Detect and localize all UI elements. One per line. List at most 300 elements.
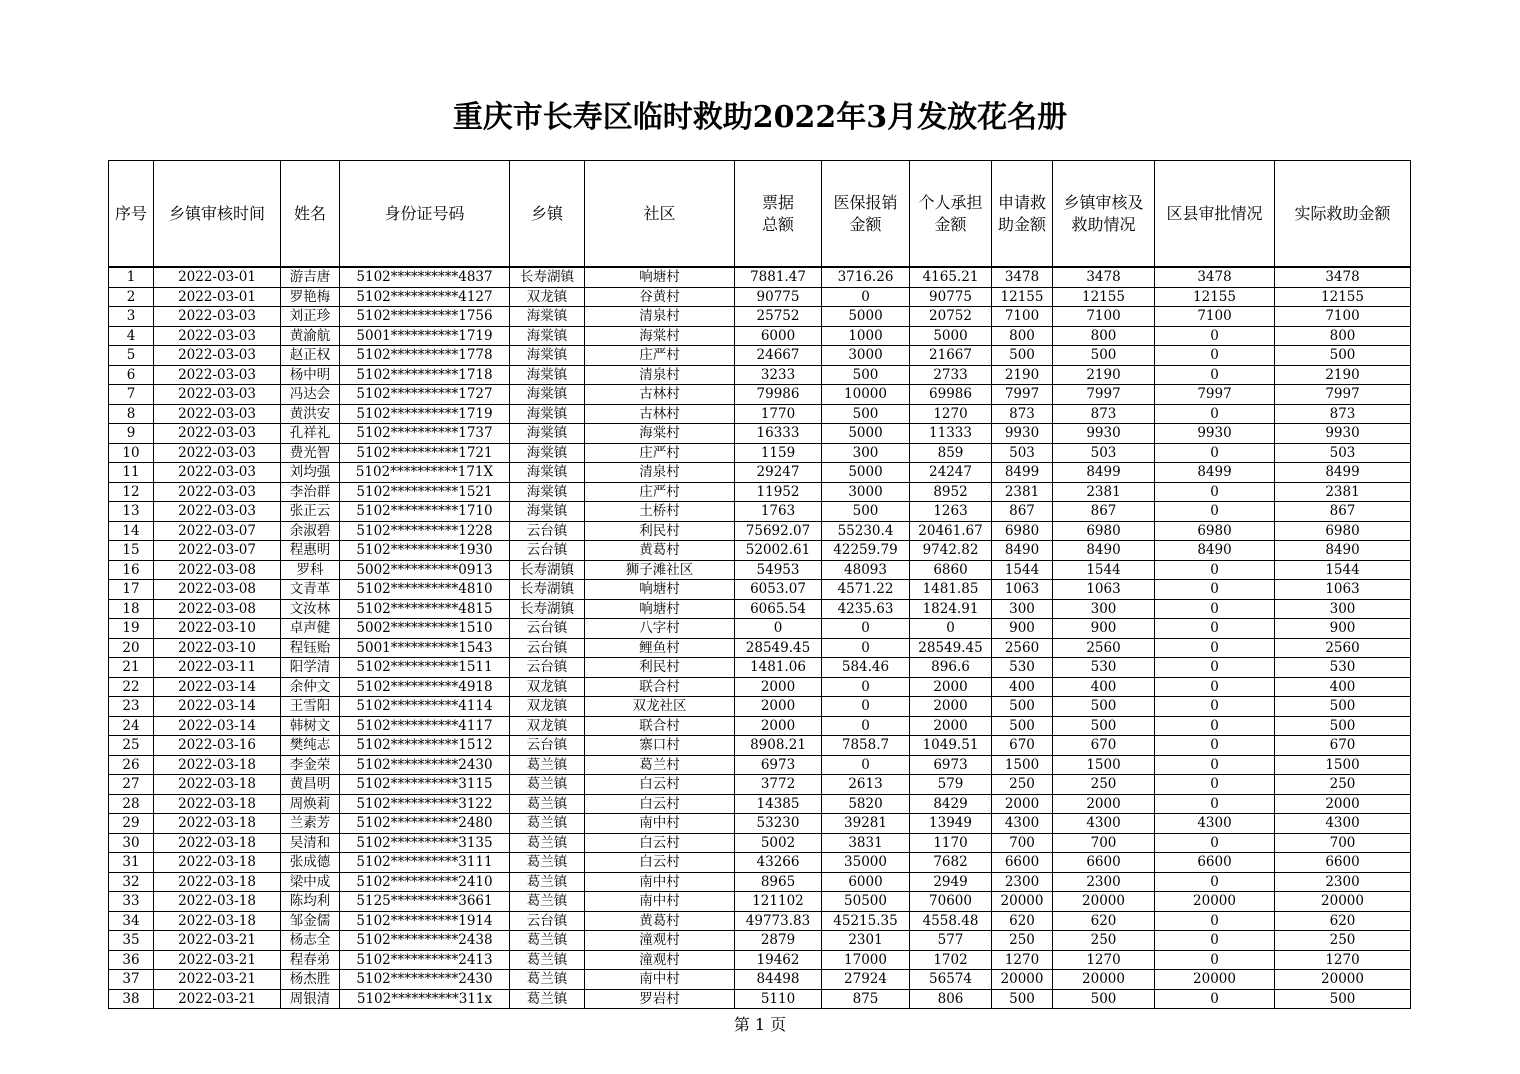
table-cell: 2022-03-14: [154, 697, 281, 717]
table-cell: 55230.4: [822, 521, 910, 541]
table-row: [109, 463, 1411, 483]
table-cell: 2022-03-21: [154, 970, 281, 990]
table-cell: 0: [1155, 755, 1275, 775]
table-row: [109, 385, 1411, 405]
table-cell: 0: [1155, 619, 1275, 639]
table-row: [109, 677, 1411, 697]
page-title: 重庆市长寿区临时救助2022年3月发放花名册: [452, 100, 1068, 135]
table-cell: 5102**********1228: [340, 521, 510, 541]
table-cell: 云台镇: [510, 521, 585, 541]
table-cell: 6000: [822, 872, 910, 892]
table-cell: 500: [1275, 346, 1411, 366]
table-cell: 兰素芳: [281, 814, 340, 834]
table-cell: 海棠镇: [510, 326, 585, 346]
table-cell: 5001**********1543: [340, 638, 510, 658]
table-cell: 4235.63: [822, 599, 910, 619]
table-cell: 300: [1275, 599, 1411, 619]
table-cell: 0: [1155, 326, 1275, 346]
table-cell: 0: [1155, 638, 1275, 658]
table-cell: 5102**********3122: [340, 794, 510, 814]
table-cell: 海棠镇: [510, 463, 585, 483]
table-cell: 1544: [1275, 560, 1411, 580]
table-cell: 3233: [735, 365, 822, 385]
table-row: [109, 775, 1411, 795]
table-cell: 22: [109, 677, 154, 697]
table-cell: 5: [109, 346, 154, 366]
table-cell: 1481.85: [910, 580, 992, 600]
table-row: [109, 853, 1411, 873]
table-cell: 潼观村: [585, 931, 735, 951]
table-cell: 873: [1275, 404, 1411, 424]
table-cell: 2190: [1053, 365, 1155, 385]
table-cell: 南中村: [585, 892, 735, 912]
table-cell: 6000: [735, 326, 822, 346]
table-cell: 15: [109, 541, 154, 561]
table-cell: 90775: [910, 287, 992, 307]
table-cell: 3000: [822, 346, 910, 366]
table-row: [109, 424, 1411, 444]
table-cell: 双龙社区: [585, 697, 735, 717]
table-cell: 35: [109, 931, 154, 951]
table-cell: 0: [822, 619, 910, 639]
table-cell: 900: [1275, 619, 1411, 639]
table-cell: 0: [1155, 502, 1275, 522]
table-cell: 海棠镇: [510, 443, 585, 463]
table-cell: 2190: [992, 365, 1053, 385]
table-cell: 长寿湖镇: [510, 560, 585, 580]
table-cell: 4558.48: [910, 911, 992, 931]
table-cell: 2022-03-18: [154, 755, 281, 775]
table-row: [109, 521, 1411, 541]
table-cell: 16333: [735, 424, 822, 444]
table-cell: 5000: [822, 307, 910, 327]
table-cell: 2022-03-03: [154, 385, 281, 405]
table-row: [109, 580, 1411, 600]
table-cell: 双龙镇: [510, 287, 585, 307]
table-cell: 5102**********4918: [340, 677, 510, 697]
table-body: [109, 267, 1411, 1009]
table-cell: 2301: [822, 931, 910, 951]
table-cell: 5000: [822, 463, 910, 483]
table-cell: 19462: [735, 950, 822, 970]
table-cell: 0: [822, 638, 910, 658]
table-cell: 0: [1155, 560, 1275, 580]
table-row: [109, 794, 1411, 814]
table-cell: 刘正珍: [281, 307, 340, 327]
table-cell: 3772: [735, 775, 822, 795]
table-cell: 25752: [735, 307, 822, 327]
table-cell: 0: [822, 287, 910, 307]
table-cell: 0: [822, 677, 910, 697]
table-cell: 3716.26: [822, 267, 910, 287]
table-cell: 余淑碧: [281, 521, 340, 541]
table-cell: 30: [109, 833, 154, 853]
table-cell: 36: [109, 950, 154, 970]
table-cell: 利民村: [585, 658, 735, 678]
table-cell: 867: [992, 502, 1053, 522]
table-cell: 10000: [822, 385, 910, 405]
table-cell: 云台镇: [510, 736, 585, 756]
table-cell: 6980: [1275, 521, 1411, 541]
table-row: [109, 267, 1411, 287]
table-cell: 29: [109, 814, 154, 834]
table-cell: 6980: [1053, 521, 1155, 541]
table-cell: 5102**********1719: [340, 404, 510, 424]
table-cell: 5102**********2430: [340, 755, 510, 775]
table-cell: 2000: [992, 794, 1053, 814]
table-cell: 20: [109, 638, 154, 658]
table-cell: 程惠明: [281, 541, 340, 561]
table-cell: 周焕莉: [281, 794, 340, 814]
table-cell: 0: [1155, 346, 1275, 366]
table-cell: 500: [1275, 716, 1411, 736]
table-cell: 79986: [735, 385, 822, 405]
table-row: [109, 755, 1411, 775]
table-cell: 5102**********1721: [340, 443, 510, 463]
table-row: [109, 287, 1411, 307]
table-cell: 2022-03-07: [154, 541, 281, 561]
table-cell: 28549.45: [735, 638, 822, 658]
table-cell: 14385: [735, 794, 822, 814]
table-cell: 0: [1155, 443, 1275, 463]
table-cell: 24: [109, 716, 154, 736]
table-cell: 250: [1275, 931, 1411, 951]
table-cell: 300: [822, 443, 910, 463]
table-cell: 6065.54: [735, 599, 822, 619]
table-cell: 1270: [992, 950, 1053, 970]
table-cell: 16: [109, 560, 154, 580]
table-cell: 杨志全: [281, 931, 340, 951]
table-cell: 0: [822, 755, 910, 775]
table-cell: 24667: [735, 346, 822, 366]
table-cell: 1500: [1053, 755, 1155, 775]
table-cell: 2022-03-07: [154, 521, 281, 541]
table-cell: 2022-03-18: [154, 775, 281, 795]
table-cell: 5002: [735, 833, 822, 853]
column-header: 医保报销 金额: [822, 161, 910, 268]
table-cell: 2022-03-03: [154, 443, 281, 463]
table-cell: 9930: [1155, 424, 1275, 444]
table-cell: 2613: [822, 775, 910, 795]
table-cell: 5820: [822, 794, 910, 814]
table-row: [109, 736, 1411, 756]
table-cell: 873: [992, 404, 1053, 424]
table-row: [109, 365, 1411, 385]
table-cell: 20000: [1155, 892, 1275, 912]
table-cell: 葛兰镇: [510, 775, 585, 795]
table-cell: 葛兰镇: [510, 931, 585, 951]
table-cell: 530: [992, 658, 1053, 678]
table-cell: 2000: [1275, 794, 1411, 814]
table-cell: 1763: [735, 502, 822, 522]
table-cell: 859: [910, 443, 992, 463]
table-cell: 500: [822, 404, 910, 424]
table-cell: 500: [1275, 697, 1411, 717]
table-cell: 69986: [910, 385, 992, 405]
table-cell: 5102**********1521: [340, 482, 510, 502]
table-cell: 潼观村: [585, 950, 735, 970]
table-cell: 1702: [910, 950, 992, 970]
table-cell: 584.46: [822, 658, 910, 678]
table-cell: 500: [1275, 989, 1411, 1009]
table-cell: 2560: [1275, 638, 1411, 658]
table-cell: 程钰贻: [281, 638, 340, 658]
table-cell: 52002.61: [735, 541, 822, 561]
table-cell: 5102**********2438: [340, 931, 510, 951]
table-cell: 2949: [910, 872, 992, 892]
table-cell: 2000: [910, 697, 992, 717]
column-header: 序号: [109, 161, 154, 268]
table-cell: 黄洪安: [281, 404, 340, 424]
table-cell: 0: [1155, 989, 1275, 1009]
table-cell: 梁中成: [281, 872, 340, 892]
table-cell: 0: [1155, 950, 1275, 970]
table-cell: 250: [992, 931, 1053, 951]
table-cell: 6053.07: [735, 580, 822, 600]
table-cell: 7682: [910, 853, 992, 873]
table-cell: 古林村: [585, 385, 735, 405]
table-cell: 2300: [992, 872, 1053, 892]
table-cell: 27924: [822, 970, 910, 990]
table-cell: 冯达会: [281, 385, 340, 405]
table-cell: 8429: [910, 794, 992, 814]
table-cell: 20000: [1155, 970, 1275, 990]
table-cell: 9930: [1053, 424, 1155, 444]
table-cell: 21: [109, 658, 154, 678]
table-cell: 清泉村: [585, 365, 735, 385]
table-cell: 2022-03-08: [154, 560, 281, 580]
table-cell: 2022-03-03: [154, 307, 281, 327]
table-cell: 7881.47: [735, 267, 822, 287]
table-cell: 文汝林: [281, 599, 340, 619]
table-cell: 530: [1053, 658, 1155, 678]
table-cell: 5001**********1719: [340, 326, 510, 346]
table-cell: 12155: [1053, 287, 1155, 307]
table-cell: 3478: [992, 267, 1053, 287]
table-cell: 579: [910, 775, 992, 795]
table-cell: 王雪阳: [281, 697, 340, 717]
table-cell: 2022-03-11: [154, 658, 281, 678]
column-header: 身份证号码: [340, 161, 510, 268]
table-cell: 250: [1053, 931, 1155, 951]
table-cell: 利民村: [585, 521, 735, 541]
table-cell: 0: [822, 716, 910, 736]
relief-roster-table: [108, 160, 1411, 1009]
table-cell: 12155: [1275, 287, 1411, 307]
table-cell: 17: [109, 580, 154, 600]
table-cell: 1544: [992, 560, 1053, 580]
table-cell: 2560: [1053, 638, 1155, 658]
table-cell: 2022-03-18: [154, 872, 281, 892]
table-cell: 500: [1053, 697, 1155, 717]
column-header: 实际救助金额: [1275, 161, 1411, 268]
table-row: [109, 931, 1411, 951]
table-cell: 2022-03-14: [154, 716, 281, 736]
table-cell: 43266: [735, 853, 822, 873]
table-cell: 5102**********1727: [340, 385, 510, 405]
table-cell: 5102**********311x: [340, 989, 510, 1009]
table-cell: 5125**********3661: [340, 892, 510, 912]
table-cell: 5102**********3115: [340, 775, 510, 795]
table-cell: 4300: [1275, 814, 1411, 834]
table-cell: 577: [910, 931, 992, 951]
table-cell: 6600: [1275, 853, 1411, 873]
table-cell: 5000: [910, 326, 992, 346]
table-cell: 530: [1275, 658, 1411, 678]
table-cell: 18: [109, 599, 154, 619]
table-cell: 20000: [992, 892, 1053, 912]
table-cell: 海棠村: [585, 326, 735, 346]
table-cell: 500: [822, 502, 910, 522]
table-cell: 2022-03-21: [154, 989, 281, 1009]
table-cell: 响塘村: [585, 580, 735, 600]
table-cell: 26: [109, 755, 154, 775]
table-cell: 13949: [910, 814, 992, 834]
table-cell: 0: [1155, 580, 1275, 600]
table-cell: 6973: [735, 755, 822, 775]
column-header: 乡镇审核时间: [154, 161, 281, 268]
table-cell: 9930: [992, 424, 1053, 444]
table-cell: 7997: [1155, 385, 1275, 405]
table-cell: 张正云: [281, 502, 340, 522]
table-cell: 2022-03-18: [154, 833, 281, 853]
table-row: [109, 892, 1411, 912]
table-cell: 1: [109, 267, 154, 287]
table-cell: 0: [1155, 736, 1275, 756]
table-cell: 8490: [1275, 541, 1411, 561]
table-cell: 8490: [992, 541, 1053, 561]
table-cell: 5102**********1737: [340, 424, 510, 444]
table-cell: 0: [822, 697, 910, 717]
table-cell: 7997: [1053, 385, 1155, 405]
table-cell: 黄昌明: [281, 775, 340, 795]
table-cell: 8952: [910, 482, 992, 502]
table-cell: 联合村: [585, 677, 735, 697]
table-cell: 300: [1053, 599, 1155, 619]
table-cell: 1159: [735, 443, 822, 463]
table-cell: 2022-03-03: [154, 482, 281, 502]
table-cell: 响塘村: [585, 267, 735, 287]
table-cell: 1824.91: [910, 599, 992, 619]
table-cell: 6860: [910, 560, 992, 580]
table-cell: 云台镇: [510, 911, 585, 931]
table-cell: 罗岩村: [585, 989, 735, 1009]
table-cell: 7858.7: [822, 736, 910, 756]
table-cell: 0: [1155, 931, 1275, 951]
table-cell: 800: [1053, 326, 1155, 346]
table-cell: 海棠镇: [510, 346, 585, 366]
table-cell: 7100: [1053, 307, 1155, 327]
table-cell: 7100: [1155, 307, 1275, 327]
table-cell: 6600: [992, 853, 1053, 873]
table-cell: 葛兰镇: [510, 950, 585, 970]
table-cell: 2: [109, 287, 154, 307]
table-cell: 古林村: [585, 404, 735, 424]
table-cell: 400: [992, 677, 1053, 697]
table-cell: 赵正权: [281, 346, 340, 366]
table-cell: 7100: [992, 307, 1053, 327]
table-row: [109, 872, 1411, 892]
table-cell: 5002**********0913: [340, 560, 510, 580]
table-cell: 罗艳梅: [281, 287, 340, 307]
table-cell: 670: [1053, 736, 1155, 756]
column-header: 乡镇: [510, 161, 585, 268]
table-cell: 4300: [992, 814, 1053, 834]
table-cell: 庄严村: [585, 482, 735, 502]
table-cell: 3478: [1053, 267, 1155, 287]
table-cell: 250: [1275, 775, 1411, 795]
table-cell: 海棠镇: [510, 404, 585, 424]
table-row: [109, 911, 1411, 931]
table-cell: 500: [992, 989, 1053, 1009]
table-cell: 2381: [1275, 482, 1411, 502]
table-cell: 5102**********3135: [340, 833, 510, 853]
table-cell: 8490: [1155, 541, 1275, 561]
table-cell: 5102**********171X: [340, 463, 510, 483]
table-cell: 黄渝航: [281, 326, 340, 346]
table-cell: 8908.21: [735, 736, 822, 756]
table-cell: 2022-03-18: [154, 794, 281, 814]
table-cell: 南中村: [585, 814, 735, 834]
table-row: [109, 346, 1411, 366]
table-cell: 25: [109, 736, 154, 756]
table-row: [109, 619, 1411, 639]
table-cell: 503: [1053, 443, 1155, 463]
table-cell: 0: [1155, 697, 1275, 717]
table-row: [109, 560, 1411, 580]
table-cell: 1270: [1275, 950, 1411, 970]
table-cell: 1270: [910, 404, 992, 424]
table-cell: 500: [992, 346, 1053, 366]
table-cell: 75692.07: [735, 521, 822, 541]
table-cell: 0: [1155, 833, 1275, 853]
table-cell: 1063: [1275, 580, 1411, 600]
table-cell: 鲤鱼村: [585, 638, 735, 658]
table-cell: 5102**********2413: [340, 950, 510, 970]
table-cell: 1170: [910, 833, 992, 853]
table-cell: 清泉村: [585, 307, 735, 327]
table-cell: 2022-03-08: [154, 599, 281, 619]
table-cell: 2022-03-18: [154, 814, 281, 834]
table-cell: 33: [109, 892, 154, 912]
table-cell: 2022-03-08: [154, 580, 281, 600]
table-cell: 53230: [735, 814, 822, 834]
table-row: [109, 404, 1411, 424]
table-cell: 张成德: [281, 853, 340, 873]
table-cell: 250: [1053, 775, 1155, 795]
table-cell: 2022-03-10: [154, 638, 281, 658]
table-cell: 90775: [735, 287, 822, 307]
table-cell: 8499: [1275, 463, 1411, 483]
table-cell: 5102**********1511: [340, 658, 510, 678]
table-cell: 50500: [822, 892, 910, 912]
column-header: 姓名: [281, 161, 340, 268]
table-cell: 2300: [1053, 872, 1155, 892]
table-cell: 14: [109, 521, 154, 541]
table-cell: 海棠镇: [510, 365, 585, 385]
table-cell: 长寿湖镇: [510, 267, 585, 287]
table-cell: 0: [1155, 872, 1275, 892]
table-row: [109, 950, 1411, 970]
table-cell: 白云村: [585, 833, 735, 853]
table-cell: 503: [992, 443, 1053, 463]
table-row: [109, 716, 1411, 736]
table-cell: 0: [1155, 775, 1275, 795]
table-cell: 2022-03-03: [154, 346, 281, 366]
table-cell: 28: [109, 794, 154, 814]
table-cell: 20000: [1053, 892, 1155, 912]
table-cell: 84498: [735, 970, 822, 990]
